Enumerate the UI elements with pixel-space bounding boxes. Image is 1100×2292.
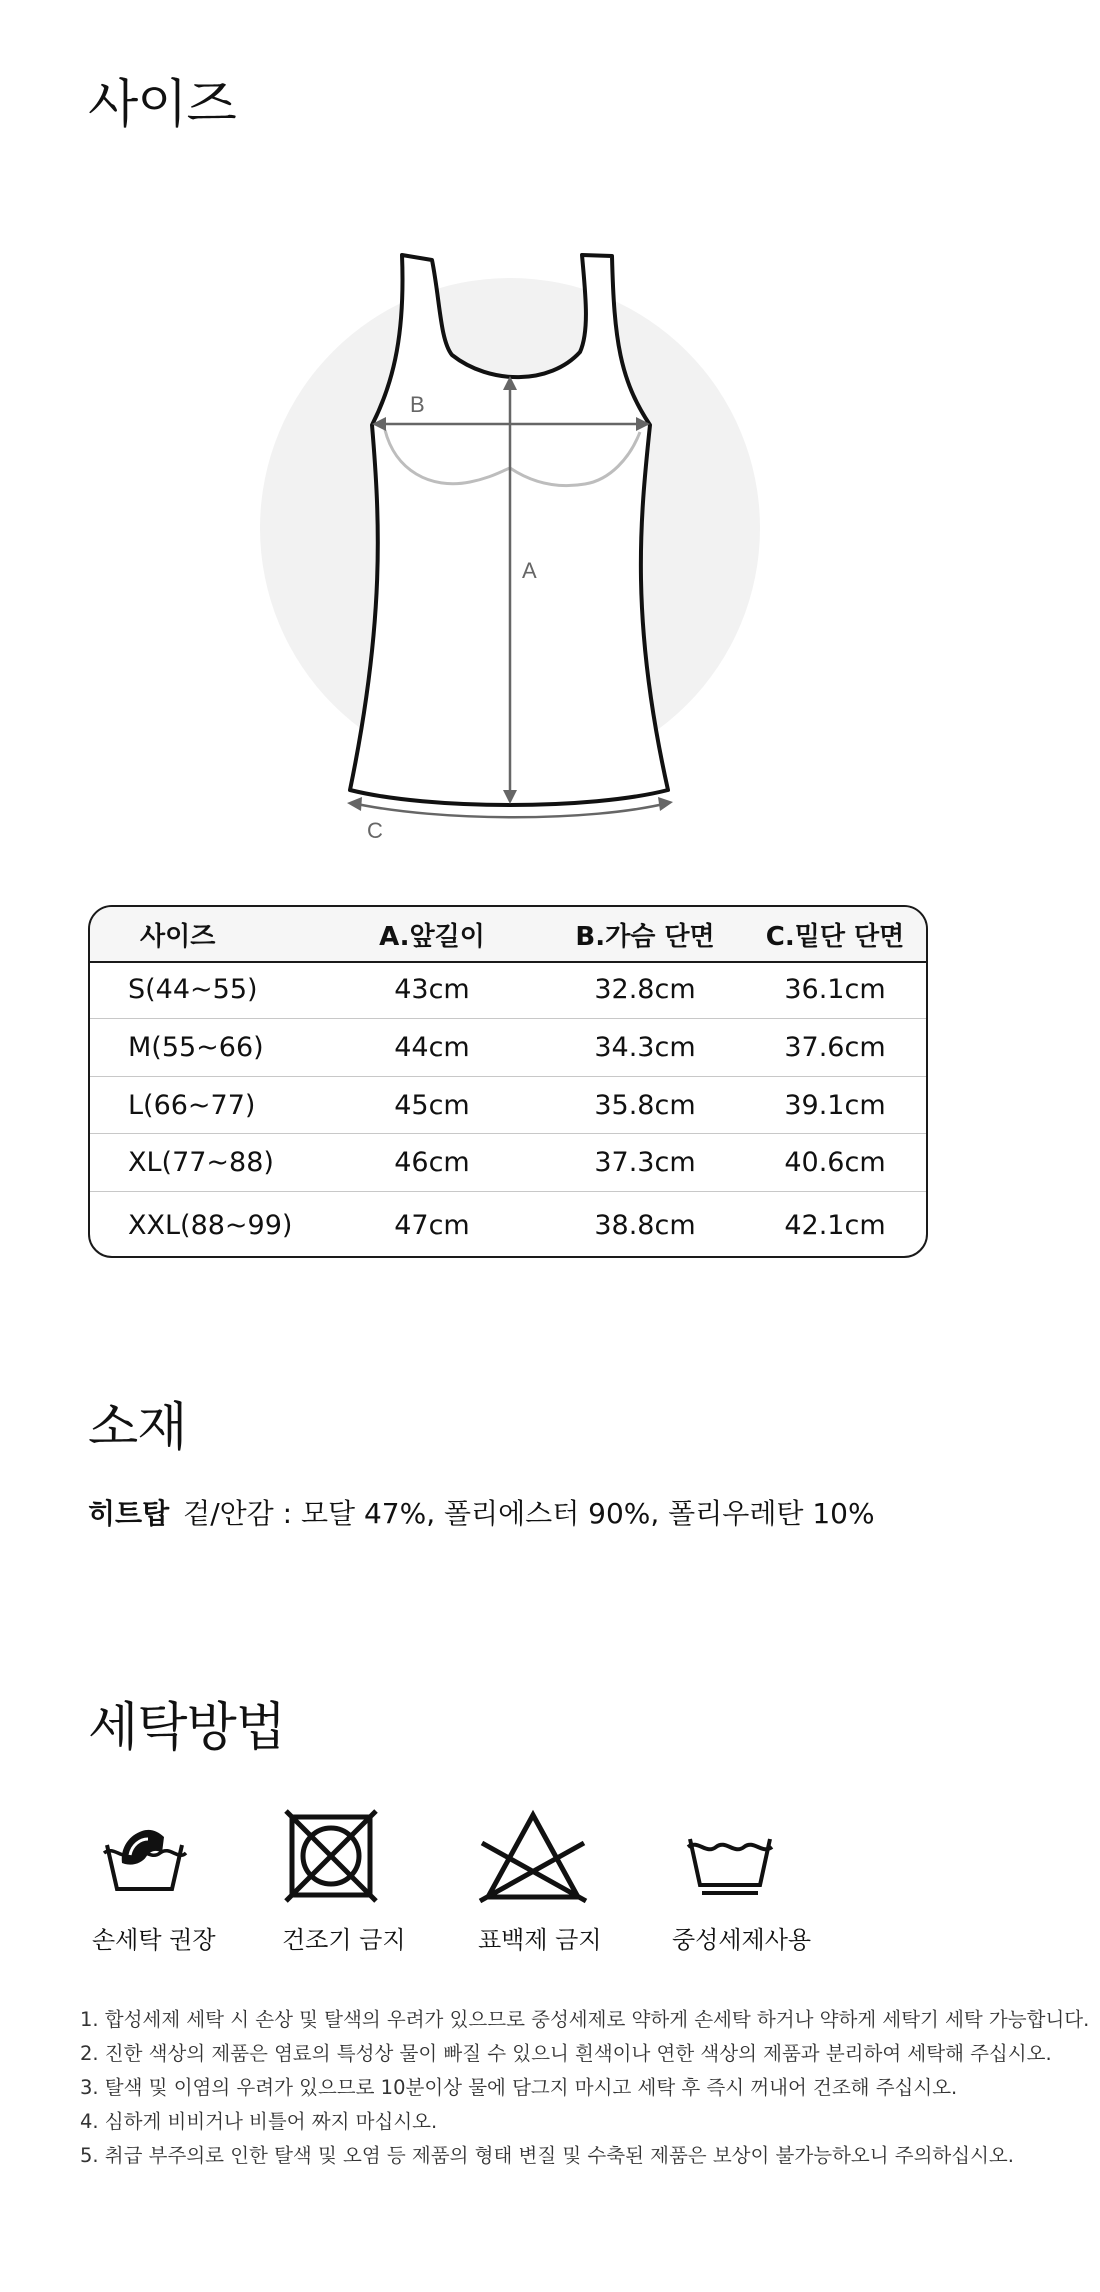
care-label: 중성세제사용 [672, 1926, 812, 1954]
size-table [88, 905, 928, 1258]
measure-c-arrow-right [658, 797, 673, 811]
cell-size: M(55~66) [128, 1032, 264, 1063]
cell-hem-width: 39.1cm [784, 1090, 886, 1121]
cell-front-length: 43cm [394, 974, 470, 1005]
material-composition: 겉/안감 : 모달 47%, 폴리에스터 90%, 폴리우레탄 10% [183, 1497, 875, 1530]
care-item-neutral-detergent [672, 1805, 840, 1954]
header-hem-width: C.밑단 단면 [765, 921, 905, 952]
hand-wash-icon [92, 1805, 192, 1905]
wash-note: 2. 진한 색상의 제품은 염료의 특성상 물이 빠질 수 있으니 흰색이나 연한 색상의 제품과 분리하여 세탁해 주십시오. [80, 2042, 1052, 2065]
cell-size: XL(77~88) [128, 1147, 274, 1178]
label-a: A [522, 558, 537, 583]
wash-note: 1. 합성세제 세탁 시 손상 및 탈색의 우려가 있으므로 중성세제로 약하게 손세탁 하거나 약하게 세탁기 세탁 가능합니다. [80, 2008, 1090, 2031]
measure-c-arrow-left [347, 797, 362, 811]
table-row [90, 1019, 926, 1076]
cell-hem-width: 42.1cm [784, 1209, 886, 1241]
material-product-name: 히트탑 [88, 1497, 170, 1530]
cell-front-length: 44cm [394, 1032, 470, 1063]
cell-hem-width: 37.6cm [784, 1032, 886, 1063]
wash-note: 5. 취급 부주의로 인한 탈색 및 오염 등 제품의 형태 변질 및 수축된 제품은 보상이 불가능하오니 주의하십시오. [80, 2144, 1014, 2167]
care-item-no-dryer [282, 1805, 442, 1954]
table-header-row [90, 907, 926, 963]
table-row [90, 1134, 926, 1191]
cell-hem-width: 40.6cm [784, 1147, 886, 1178]
cell-front-length: 47cm [394, 1209, 470, 1241]
material-section-title: 소재 [88, 1398, 187, 1458]
care-label: 건조기 금지 [282, 1926, 406, 1954]
neutral-detergent-icon [680, 1805, 780, 1905]
wash-note: 3. 탈색 및 이염의 우려가 있으므로 10분이상 물에 담그지 마시고 세탁 후 즉시 꺼내어 건조해 주십시오. [80, 2076, 958, 2099]
cell-size: L(66~77) [128, 1090, 256, 1121]
cell-chest-width: 32.8cm [594, 974, 696, 1005]
cell-front-length: 46cm [394, 1147, 470, 1178]
label-b: B [410, 392, 425, 417]
header-chest-width: B.가슴 단면 [575, 921, 715, 952]
care-item-no-bleach [478, 1805, 638, 1954]
wash-section-title: 세탁방법 [88, 1698, 285, 1758]
care-item-hand-wash [92, 1805, 252, 1954]
no-bleach-icon [478, 1805, 588, 1905]
cell-hem-width: 36.1cm [784, 974, 886, 1005]
cell-size: XXL(88~99) [128, 1209, 293, 1241]
table-row [90, 961, 926, 1018]
table-row [90, 1194, 926, 1256]
no-tumble-dry-icon [282, 1805, 382, 1905]
label-c: C [367, 818, 383, 843]
tank-top-size-diagram [230, 240, 790, 850]
size-section-title: 사이즈 [88, 75, 236, 135]
material-info [88, 1492, 875, 1532]
header-front-length: A.앞길이 [379, 921, 485, 952]
cell-chest-width: 37.3cm [594, 1147, 696, 1178]
table-row [90, 1077, 926, 1134]
cell-size: S(44~55) [128, 974, 258, 1005]
care-label: 손세탁 권장 [92, 1926, 216, 1954]
cell-chest-width: 38.8cm [594, 1209, 696, 1241]
cell-chest-width: 34.3cm [594, 1032, 696, 1063]
care-label: 표백제 금지 [478, 1926, 602, 1954]
row-divider [90, 1191, 926, 1192]
cell-chest-width: 35.8cm [594, 1090, 696, 1121]
cell-front-length: 45cm [394, 1090, 470, 1121]
header-size: 사이즈 [140, 921, 216, 952]
wash-note: 4. 심하게 비비거나 비틀어 짜지 마십시오. [80, 2110, 438, 2133]
wash-notes-list [80, 2003, 1090, 2173]
